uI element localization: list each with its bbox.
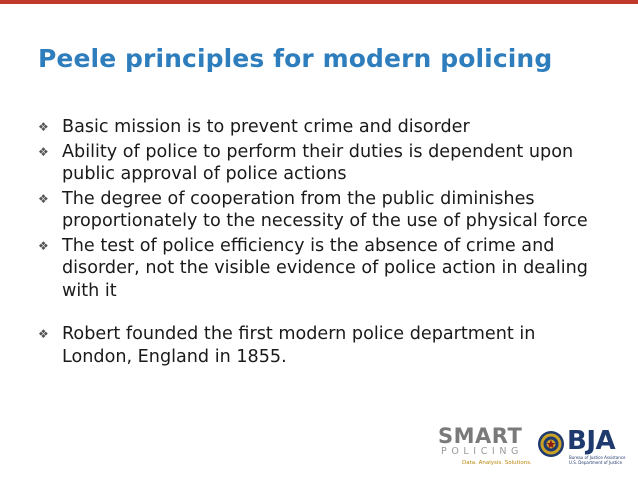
bja-logo [537,426,626,470]
bullet-text: Robert founded the first modern police department in London, England in 1855. [62,324,536,367]
bja-logo-word: BJA [567,426,616,456]
bullet-item [38,323,598,368]
bja-subtitle-line: Bureau of Justice Assistance [569,455,626,460]
bja-logo-subtitle [569,455,625,465]
diamond-bullet-icon: ❖ [38,120,49,134]
bullet-item [38,116,598,139]
smart-policing-logo [438,424,532,471]
policing-logo-word: POLICING [441,446,524,457]
diamond-bullet-icon: ❖ [38,327,49,341]
bullet-item [38,235,598,303]
bullet-list [38,116,598,370]
bullet-item [38,188,598,233]
bullet-text: The degree of cooperation from the public diminishes proportionately to the necessity of the use of physical force [62,188,588,231]
bullet-text: The test of police efficiency is the absence of crime and disorder, not the visible evidence of police action in dealing with it [62,235,588,301]
smart-logo-word: SMART [438,424,523,448]
bullet-item [38,141,598,186]
diamond-bullet-icon: ❖ [38,144,49,159]
diamond-bullet-icon: ❖ [38,238,49,253]
doj-seal-icon [537,430,565,458]
bullet-text: Basic mission is to prevent crime and disorder [62,117,470,137]
diamond-bullet-icon: ❖ [38,191,49,206]
bja-subtitle-line: U.S. Department of Justice [569,460,623,465]
top-accent-bar [0,0,638,4]
slide-title: Peele principles for modern policing [38,44,553,73]
bullet-text: Ability of police to perform their duties is dependent upon public approval of police actions [62,141,574,184]
smart-logo-tagline: Data. Analysis. Solutions. [462,460,532,466]
